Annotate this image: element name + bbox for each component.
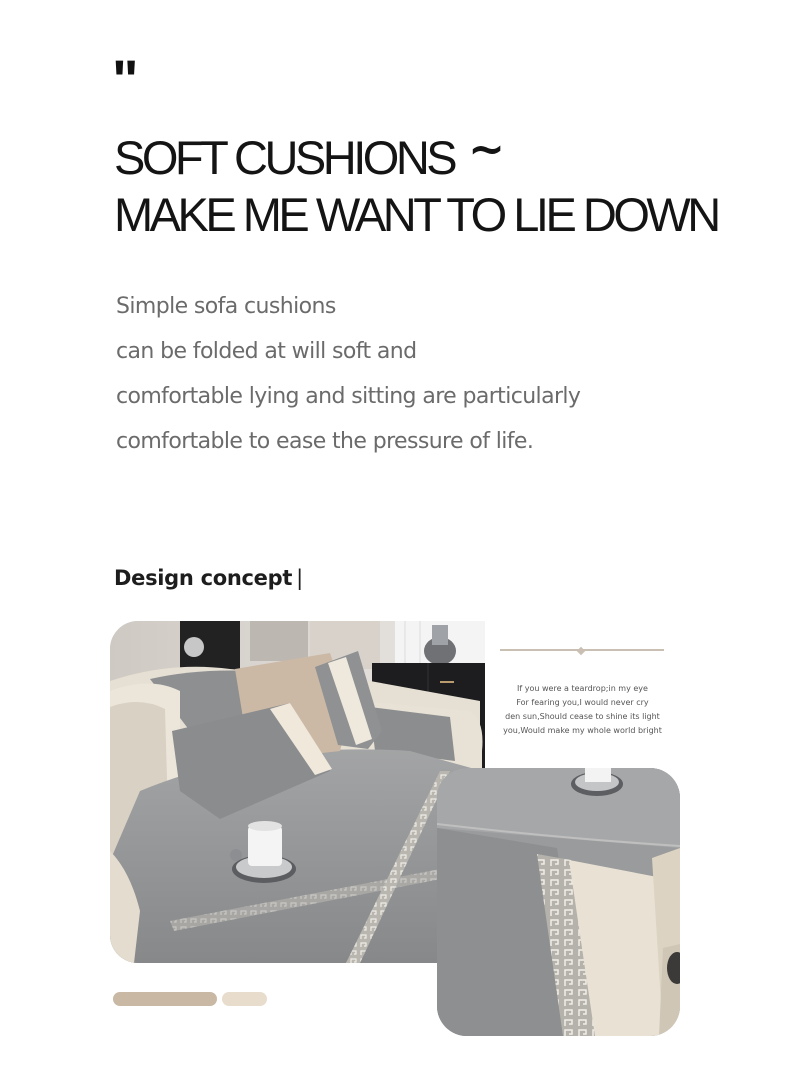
section-title-text: Design concept — [114, 566, 293, 590]
headline-line-2: MAKE ME WANT TO LIE DOWN — [114, 188, 718, 241]
poem-line: you,Would make my whole world bright — [503, 726, 662, 735]
description-line: can be folded at will soft and — [116, 339, 417, 364]
decorative-pill-small — [222, 992, 267, 1006]
decorative-pill — [113, 992, 217, 1006]
poem-line: den sun,Should cease to shine its light — [505, 712, 660, 721]
sofa-detail-photo — [437, 768, 680, 1036]
description-line: Simple sofa cushions — [116, 294, 336, 319]
headline-line-1: SOFT CUSHIONS — [114, 131, 455, 184]
section-title-divider: | — [296, 566, 303, 590]
description — [116, 284, 676, 464]
description-line: comfortable to ease the pressure of life. — [116, 429, 534, 454]
poem-text — [500, 682, 665, 738]
poem-line: If you were a teardrop;in my eye — [517, 684, 648, 693]
poem-line: For fearing you,I would never cry — [516, 698, 649, 707]
description-line: comfortable lying and sitting are particularly — [116, 384, 581, 409]
quote-mark: " — [112, 48, 139, 111]
headline-tilde: ~ — [468, 124, 505, 175]
headline — [114, 124, 754, 242]
sofa-main-photo — [110, 621, 485, 963]
section-title — [114, 566, 303, 590]
